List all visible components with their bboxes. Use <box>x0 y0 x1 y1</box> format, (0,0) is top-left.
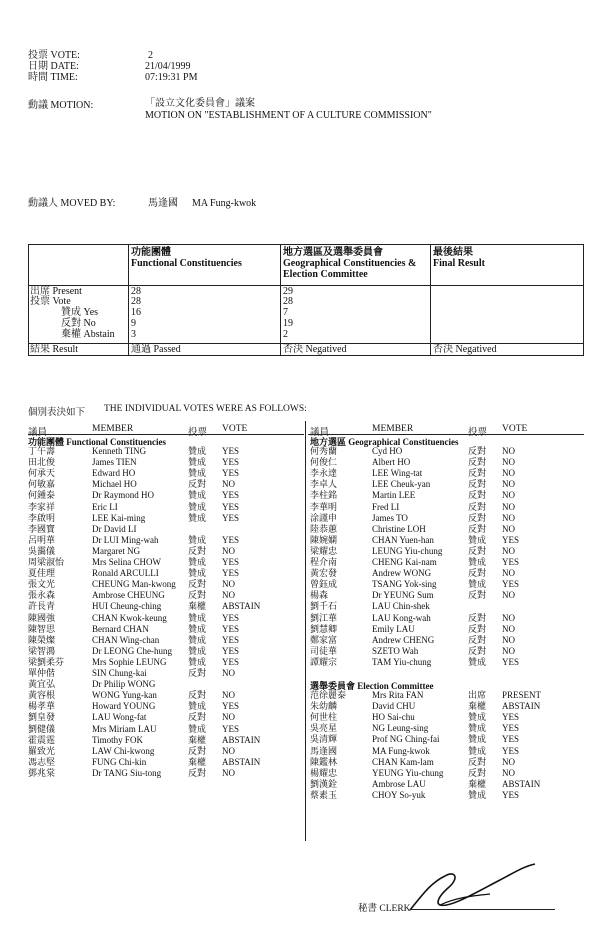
member-english-name: Ambrose LAU <box>372 778 426 789</box>
vote-english: NO <box>502 612 515 623</box>
vote-english: NO <box>502 568 515 579</box>
vote-chinese: 反對 <box>188 579 207 590</box>
member-chinese-name: 李家祥 <box>28 501 56 512</box>
vote-english: YES <box>502 723 520 734</box>
member-english-name: SIN Chung-kai <box>92 668 147 678</box>
vote-english: NO <box>502 545 515 556</box>
member-chinese-name: 程介南 <box>310 557 338 567</box>
member-chinese-name: 司徒華 <box>310 645 338 656</box>
mover-english-name: MA Fung-kwok <box>192 198 257 209</box>
member-english-name: Dr Raymond HO <box>92 490 154 501</box>
member-english-name: Fred LI <box>372 501 400 512</box>
vote-chinese: 反對 <box>468 468 487 479</box>
member-chinese-name: 呂明華 <box>28 534 56 545</box>
vote-english: NO <box>222 479 235 490</box>
member-chinese-name: 何鍾泰 <box>28 490 56 501</box>
vote-english: NO <box>222 579 235 590</box>
vote-chinese: 贊成 <box>188 701 207 712</box>
vote-chinese: 出席 <box>468 690 487 700</box>
member-chinese-name: 田北俊 <box>28 457 56 468</box>
member-chinese-name: 吳靄儀 <box>28 545 56 556</box>
present-fc: 28 <box>131 286 141 297</box>
member-english-name: CHENG Kai-nam <box>372 557 437 567</box>
motion-label: 動議 MOTION: <box>28 100 94 111</box>
vote-chinese: 棄權 <box>468 778 487 789</box>
member-english-name: Eric LI <box>92 501 118 512</box>
member-english-name: Michael HO <box>92 479 137 490</box>
member-english-name: Mrs Miriam LAU <box>92 723 157 734</box>
vote-english: ABSTAIN <box>222 601 261 612</box>
member-english-name: WONG Yung-kan <box>92 690 157 701</box>
col-gc-english-1: Geographical Constituencies & <box>283 258 417 269</box>
member-chinese-name: 陳智思 <box>28 623 56 634</box>
member-chinese-name: 夏佳理 <box>28 568 56 579</box>
member-chinese-name: 許長青 <box>28 601 56 612</box>
vote-english: YES <box>222 723 240 734</box>
member-chinese-name: 楊森 <box>310 590 329 601</box>
vote-chinese: 反對 <box>468 501 487 512</box>
member-chinese-name: 何敏嘉 <box>28 479 56 490</box>
member-chinese-name: 馬逢國 <box>310 745 338 756</box>
vote-english: NO <box>502 756 515 767</box>
member-chinese-name: 霍震霆 <box>28 734 56 745</box>
member-chinese-name: 鄭家富 <box>310 634 338 645</box>
vote-chinese: 贊成 <box>188 723 207 734</box>
vote-english: YES <box>222 501 240 512</box>
member-english-name: TAM Yiu-chung <box>372 656 432 667</box>
vote-chinese: 反對 <box>188 479 207 490</box>
member-english-name: CHAN Yuen-han <box>372 534 434 545</box>
col-final-chinese: 最後結果 <box>433 247 473 258</box>
vote-chinese: 反對 <box>468 612 487 623</box>
member-english-name: FUNG Chi-kin <box>92 756 147 767</box>
time-value: 07:19:31 PM <box>145 72 198 83</box>
date-value: 21/04/1999 <box>145 61 191 72</box>
vote-english: NO <box>502 501 515 512</box>
vote-chinese: 反對 <box>188 590 207 601</box>
vote-chinese: 贊成 <box>468 579 487 590</box>
vote-english: YES <box>222 656 240 667</box>
member-english-name: Mrs Rita FAN <box>372 690 424 700</box>
vote-english: NO <box>502 523 515 534</box>
member-english-name: Edward HO <box>92 468 136 479</box>
vote-chinese: 棄權 <box>188 734 207 745</box>
vote-chinese: 反對 <box>188 712 207 723</box>
member-english-name: Dr LUI Ming-wah <box>92 534 159 545</box>
member-chinese-name: 何俊仁 <box>310 457 338 468</box>
vote-english: YES <box>502 734 520 745</box>
votes-title-english: THE INDIVIDUAL VOTES WERE AS FOLLOWS: <box>104 404 307 414</box>
member-english-name: Dr Philip WONG <box>92 679 156 690</box>
motion-title-english: MOTION ON "ESTABLISHMENT OF A CULTURE COMMISSION" <box>145 110 432 121</box>
row-no-label: 反對 No <box>61 318 96 329</box>
no-fc: 9 <box>131 318 136 329</box>
member-chinese-name: 劉健儀 <box>28 723 56 734</box>
member-english-name: James TO <box>372 512 408 523</box>
member-chinese-name: 陳榮燦 <box>28 634 56 645</box>
member-chinese-name: 蔡素玉 <box>310 789 338 800</box>
functional-section-title: 功能團體 Functional Constituencies <box>28 437 167 447</box>
member-english-name: Howard YOUNG <box>92 701 156 712</box>
member-chinese-name: 何世柱 <box>310 712 338 723</box>
vote-english: NO <box>502 645 515 656</box>
vote-english: YES <box>222 468 240 479</box>
votes-title-chinese: 個別表決如下 <box>28 408 86 418</box>
member-english-name: Emily LAU <box>372 623 415 634</box>
vote-chinese: 反對 <box>468 512 487 523</box>
member-english-name: Mrs Selina CHOW <box>92 557 161 567</box>
col-fc-english: Functional Constituencies <box>131 258 242 269</box>
member-chinese-name: 楊孝華 <box>28 701 56 712</box>
vote-chinese: 反對 <box>468 490 487 501</box>
date-label: 日期 DATE: <box>28 61 79 72</box>
mover-chinese-name: 馬逢國 <box>148 198 178 209</box>
member-english-name: HUI Cheung-ching <box>92 601 162 612</box>
vote-english: PRESENT <box>502 690 542 700</box>
clerk-signature-line <box>410 909 555 910</box>
member-english-name: Andrew WONG <box>372 568 432 579</box>
vote-english: YES <box>222 534 240 545</box>
election-committee-section-title: 選舉委員會 Election Committee <box>310 681 434 691</box>
vote-chinese: 反對 <box>468 568 487 579</box>
vote-label: 投票 VOTE: <box>28 50 80 61</box>
vote-english: NO <box>502 479 515 490</box>
vote-english: NO <box>502 623 515 634</box>
vote-english: NO <box>222 545 235 556</box>
left-col-member-zh: 議員 <box>28 428 48 438</box>
vote-chinese: 贊成 <box>468 712 487 723</box>
vote-english: NO <box>502 490 515 501</box>
result-final: 否決 Negatived <box>433 344 497 355</box>
vote-english: YES <box>222 623 240 634</box>
col-fc-chinese: 功能團體 <box>131 247 171 258</box>
member-english-name: Kenneth TING <box>92 446 147 456</box>
vote-english: YES <box>222 457 240 468</box>
member-chinese-name: 涂謹申 <box>310 512 338 523</box>
vote-chinese: 贊成 <box>468 557 487 567</box>
member-chinese-name: 黃容根 <box>28 690 56 701</box>
vote-chinese: 反對 <box>468 645 487 656</box>
member-english-name: Dr David LI <box>92 523 137 534</box>
vote-chinese: 贊成 <box>188 534 207 545</box>
vote-gc: 28 <box>283 296 293 307</box>
vote-english: YES <box>502 656 520 667</box>
row-abstain-label: 棄權 Abstain <box>61 329 115 340</box>
member-chinese-name: 李柱銘 <box>310 490 338 501</box>
member-english-name: Dr TANG Siu-tong <box>92 767 162 778</box>
mover-label: 動議人 MOVED BY: <box>28 198 116 209</box>
vote-chinese: 贊成 <box>188 623 207 634</box>
row-yes-label: 贊成 Yes <box>61 307 99 318</box>
vote-chinese: 贊成 <box>188 568 207 579</box>
abstain-fc: 3 <box>131 329 136 340</box>
present-gc: 29 <box>283 286 293 297</box>
result-gc: 否決 Negatived <box>283 344 347 355</box>
member-chinese-name: 李卓人 <box>310 479 338 490</box>
vote-english: YES <box>222 490 240 501</box>
member-chinese-name: 鄧兆棠 <box>28 767 56 778</box>
member-english-name: LEE Wing-tat <box>372 468 423 479</box>
member-english-name: James TIEN <box>92 457 137 468</box>
vote-english: YES <box>222 512 240 523</box>
member-english-name: Mrs Sophie LEUNG <box>92 656 167 667</box>
member-chinese-name: 曾鈺成 <box>310 579 338 590</box>
yes-fc: 16 <box>131 307 141 318</box>
right-col-member-zh: 議員 <box>310 428 330 438</box>
left-col-vote-zh: 投票 <box>188 428 208 438</box>
vote-chinese: 贊成 <box>188 501 207 512</box>
vote-chinese: 贊成 <box>468 723 487 734</box>
vote-english: NO <box>222 745 235 756</box>
vote-english: ABSTAIN <box>222 756 261 767</box>
vote-english: YES <box>502 579 520 590</box>
vote-chinese: 贊成 <box>468 656 487 667</box>
vote-chinese: 反對 <box>468 623 487 634</box>
vote-english: NO <box>502 468 515 479</box>
vote-chinese: 贊成 <box>188 457 207 468</box>
vote-chinese: 贊成 <box>468 789 487 800</box>
member-chinese-name: 梁智鴻 <box>28 645 56 656</box>
member-english-name: Bernard CHAN <box>92 623 149 634</box>
member-english-name: CHAN Kam-lam <box>372 756 434 767</box>
vote-english: YES <box>502 534 520 545</box>
vote-english: NO <box>502 446 515 456</box>
vote-chinese: 反對 <box>468 457 487 468</box>
vote-chinese: 反對 <box>188 690 207 701</box>
member-chinese-name: 丁午壽 <box>28 446 56 456</box>
col-final-english: Final Result <box>433 258 485 269</box>
vote-chinese: 贊成 <box>188 490 207 501</box>
column-divider <box>305 421 306 841</box>
vote-chinese: 反對 <box>468 590 487 601</box>
vote-english: NO <box>502 767 515 778</box>
member-chinese-name: 張永森 <box>28 590 56 601</box>
member-english-name: Timothy FOK <box>92 734 143 745</box>
member-english-name: LEE Kai-ming <box>92 512 146 523</box>
vote-english: YES <box>502 745 520 756</box>
member-chinese-name: 陳鑑林 <box>310 756 338 767</box>
member-chinese-name: 李國寶 <box>28 523 56 534</box>
member-english-name: Cyd HO <box>372 446 403 456</box>
member-chinese-name: 劉江華 <box>310 612 338 623</box>
member-chinese-name: 梁耀忠 <box>310 545 338 556</box>
member-chinese-name: 李啟明 <box>28 512 56 523</box>
abstain-gc: 2 <box>283 329 288 340</box>
member-chinese-name: 周梁淑怡 <box>28 557 65 567</box>
geographical-section-title: 地方選區 Geographical Constituencies <box>310 437 459 447</box>
vote-chinese: 反對 <box>468 479 487 490</box>
vote-english: ABSTAIN <box>222 734 261 745</box>
right-col-member-en: MEMBER <box>372 424 414 434</box>
vote-chinese: 反對 <box>468 756 487 767</box>
member-chinese-name: 陸恭蕙 <box>310 523 338 534</box>
member-chinese-name: 范徐麗泰 <box>310 690 347 700</box>
member-english-name: NG Leung-sing <box>372 723 429 734</box>
vote-english: NO <box>222 668 235 678</box>
vote-chinese: 棄權 <box>188 601 207 612</box>
vote-chinese: 贊成 <box>188 512 207 523</box>
member-english-name: CHAN Wing-chan <box>92 634 160 645</box>
member-chinese-name: 朱幼麟 <box>310 701 338 712</box>
member-english-name: HO Sai-chu <box>372 712 415 723</box>
member-english-name: Andrew CHENG <box>372 634 435 645</box>
vote-english: YES <box>222 645 240 656</box>
vote-number: 2 <box>148 50 153 61</box>
vote-english: NO <box>502 590 515 601</box>
vote-chinese: 反對 <box>188 745 207 756</box>
vote-chinese: 贊成 <box>188 634 207 645</box>
vote-english: YES <box>222 446 240 456</box>
member-chinese-name: 吳清輝 <box>310 734 338 745</box>
yes-gc: 7 <box>283 307 288 318</box>
member-chinese-name: 張文光 <box>28 579 56 590</box>
member-chinese-name: 劉千石 <box>310 601 338 612</box>
vote-english: NO <box>222 690 235 701</box>
clerk-label: 秘書 CLERK <box>358 904 411 914</box>
vote-english: YES <box>502 557 520 567</box>
member-english-name: Martin LEE <box>372 490 416 501</box>
summary-table <box>28 244 584 356</box>
vote-english: YES <box>222 701 240 712</box>
member-english-name: CHAN Kwok-keung <box>92 612 167 623</box>
row-result-label: 結果 Result <box>30 344 79 355</box>
vote-english: NO <box>502 634 515 645</box>
member-chinese-name: 陳國強 <box>28 612 56 623</box>
member-chinese-name: 譚耀宗 <box>310 656 338 667</box>
vote-english: NO <box>502 457 515 468</box>
left-col-vote-en: VOTE <box>222 424 248 434</box>
no-gc: 19 <box>283 318 293 329</box>
col-gc-chinese: 地方選區及選舉委員會 <box>283 247 383 258</box>
member-english-name: Ambrose CHEUNG <box>92 590 165 601</box>
vote-chinese: 贊成 <box>188 612 207 623</box>
vote-chinese: 反對 <box>468 446 487 456</box>
member-chinese-name: 何承天 <box>28 468 56 479</box>
member-english-name: MA Fung-kwok <box>372 745 430 756</box>
motion-title-chinese: 「設立文化委員會」議案 <box>145 98 255 109</box>
member-english-name: LEUNG Yiu-chung <box>372 545 443 556</box>
vote-english: YES <box>222 634 240 645</box>
member-english-name: Dr YEUNG Sum <box>372 590 434 601</box>
member-chinese-name: 楊耀忠 <box>310 767 338 778</box>
member-chinese-name: 黃宏發 <box>310 568 338 579</box>
member-english-name: David CHU <box>372 701 416 712</box>
member-chinese-name: 黃宜弘 <box>28 679 56 690</box>
member-chinese-name: 劉漢銓 <box>310 778 338 789</box>
member-chinese-name: 馮志堅 <box>28 756 56 767</box>
member-english-name: CHEUNG Man-kwong <box>92 579 176 590</box>
member-chinese-name: 羅致光 <box>28 745 56 756</box>
member-english-name: YEUNG Yiu-chung <box>372 767 444 778</box>
member-english-name: LEE Cheuk-yan <box>372 479 431 490</box>
member-chinese-name: 劉慧卿 <box>310 623 338 634</box>
vote-chinese: 贊成 <box>188 446 207 456</box>
vote-chinese: 贊成 <box>188 645 207 656</box>
member-chinese-name: 李華明 <box>310 501 338 512</box>
member-chinese-name: 吳亮星 <box>310 723 338 734</box>
vote-chinese: 贊成 <box>468 734 487 745</box>
vote-chinese: 反對 <box>468 545 487 556</box>
member-english-name: Ronald ARCULLI <box>92 568 159 579</box>
member-chinese-name: 陳婉嫻 <box>310 534 338 545</box>
right-col-vote-en: VOTE <box>502 424 528 434</box>
member-english-name: SZETO Wah <box>372 645 419 656</box>
row-vote-label: 投票 Vote <box>30 296 71 307</box>
vote-english: ABSTAIN <box>502 778 541 789</box>
member-english-name: Margaret NG <box>92 545 141 556</box>
vote-english: ABSTAIN <box>502 701 541 712</box>
vote-chinese: 反對 <box>468 523 487 534</box>
vote-chinese: 反對 <box>468 634 487 645</box>
member-english-name: LAU Chin-shek <box>372 601 430 612</box>
member-english-name: LAW Chi-kwong <box>92 745 155 756</box>
time-label: 時間 TIME: <box>28 72 78 83</box>
member-chinese-name: 李永達 <box>310 468 338 479</box>
member-chinese-name: 梁劉柔芬 <box>28 656 65 667</box>
vote-english: NO <box>222 712 235 723</box>
vote-chinese: 贊成 <box>468 745 487 756</box>
member-english-name: LAU Kong-wah <box>372 612 431 623</box>
vote-chinese: 贊成 <box>188 557 207 567</box>
vote-english: YES <box>222 568 240 579</box>
member-chinese-name: 劉皇發 <box>28 712 56 723</box>
vote-chinese: 反對 <box>468 767 487 778</box>
member-english-name: Albert HO <box>372 457 411 468</box>
vote-chinese: 贊成 <box>188 468 207 479</box>
vote-chinese: 贊成 <box>468 534 487 545</box>
member-english-name: LAU Wong-fat <box>92 712 147 723</box>
vote-english: YES <box>502 712 520 723</box>
member-english-name: CHOY So-yuk <box>372 789 426 800</box>
vote-english: YES <box>222 612 240 623</box>
left-col-member-en: MEMBER <box>92 424 134 434</box>
col-gc-english-2: Election Committee <box>283 269 368 280</box>
vote-english: NO <box>222 767 235 778</box>
member-english-name: Prof NG Ching-fai <box>372 734 440 745</box>
vote-chinese: 贊成 <box>188 656 207 667</box>
member-english-name: Dr LEONG Che-hung <box>92 645 172 656</box>
vote-english: NO <box>222 590 235 601</box>
row-present-label: 出席 Present <box>30 286 82 297</box>
vote-english: YES <box>502 789 520 800</box>
vote-chinese: 反對 <box>188 545 207 556</box>
member-chinese-name: 單仲偕 <box>28 668 56 678</box>
member-english-name: Christine LOH <box>372 523 426 534</box>
vote-chinese: 棄權 <box>188 756 207 767</box>
vote-chinese: 反對 <box>188 767 207 778</box>
member-english-name: TSANG Yok-sing <box>372 579 437 590</box>
vote-english: YES <box>222 557 240 567</box>
result-fc: 通過 Passed <box>131 344 181 355</box>
vote-chinese: 棄權 <box>468 701 487 712</box>
vote-english: NO <box>502 512 515 523</box>
vote-chinese: 反對 <box>188 668 207 678</box>
right-col-vote-zh: 投票 <box>468 428 488 438</box>
member-chinese-name: 何秀蘭 <box>310 446 338 456</box>
vote-fc: 28 <box>131 296 141 307</box>
